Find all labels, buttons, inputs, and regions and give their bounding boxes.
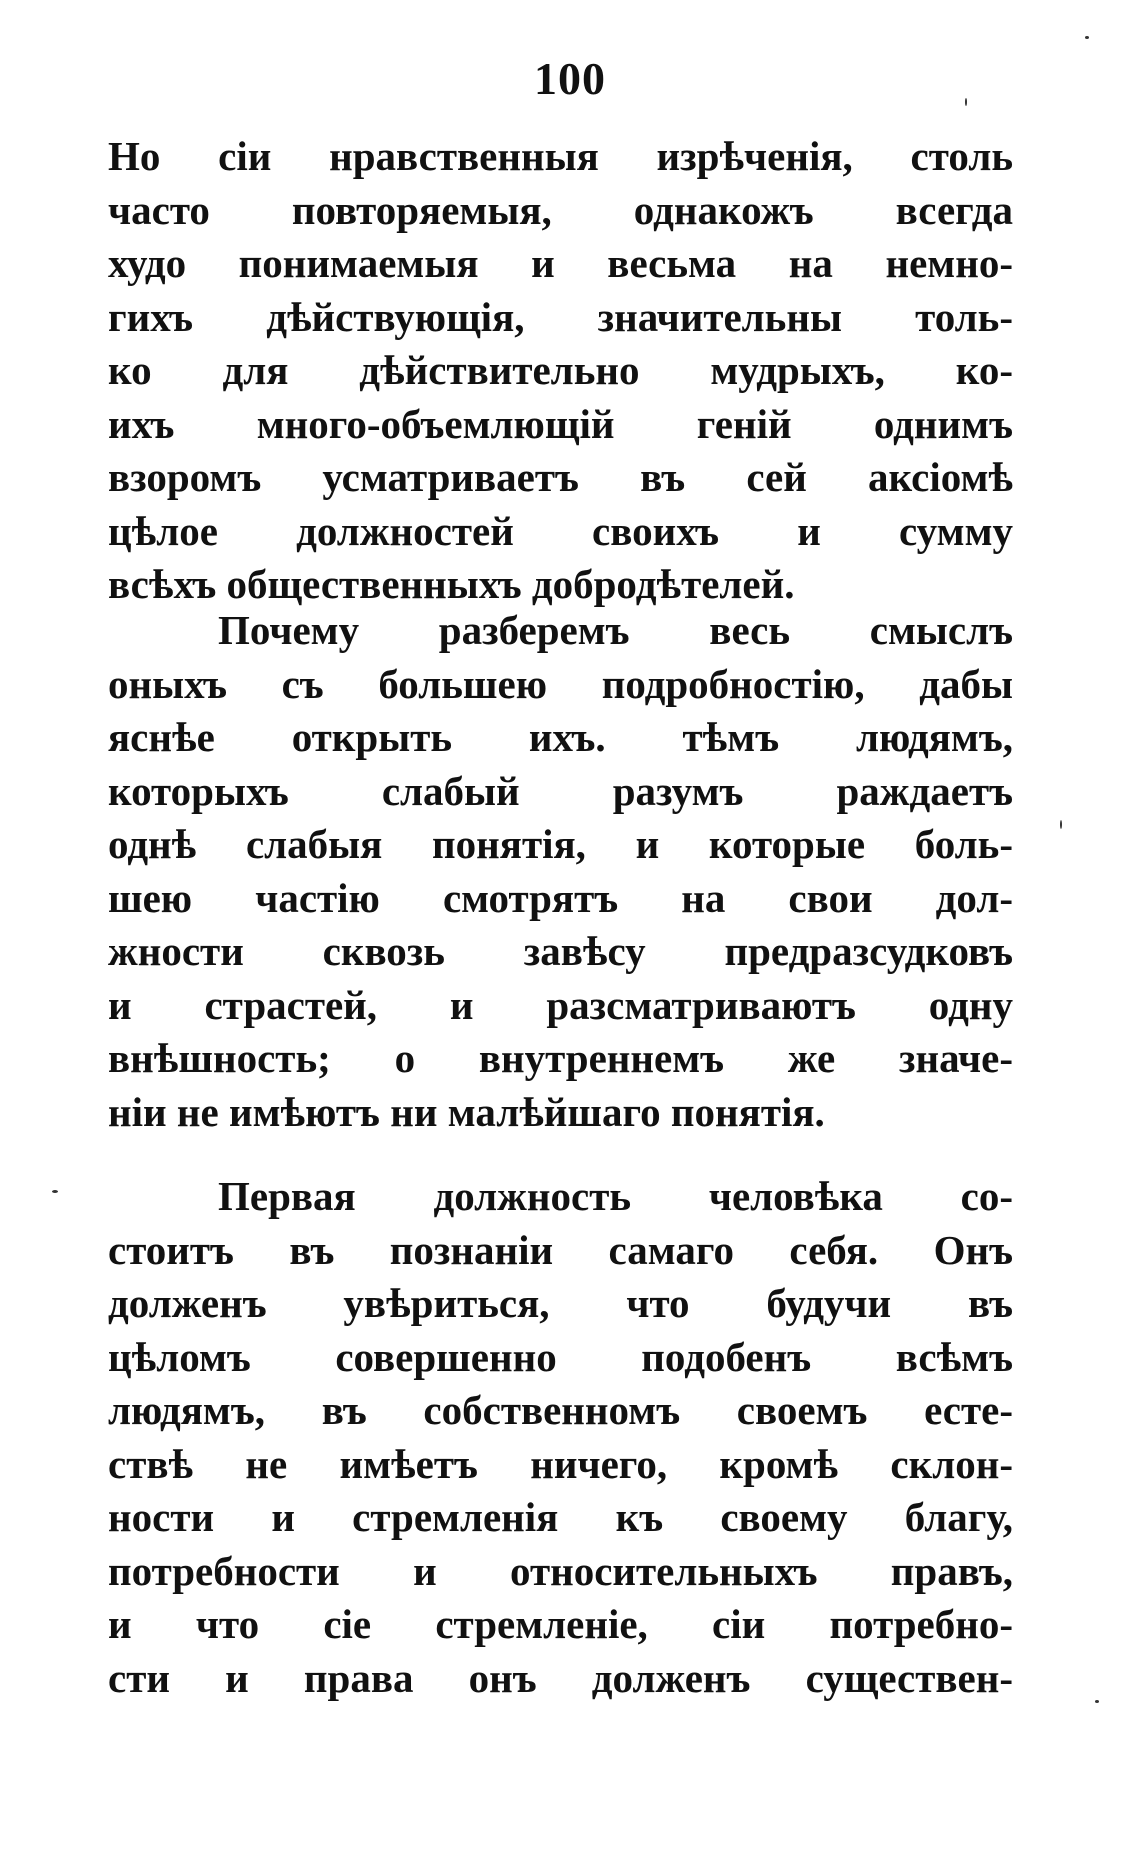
text-line: сти и права онъ долженъ существен- [108,1654,1013,1701]
text-line: людямъ, въ собственномъ своемъ есте- [108,1387,1013,1433]
scan-speck [1095,1700,1099,1703]
text-line: ніи не имѣютъ ни малѣйшаго понятія. [108,1088,825,1135]
text-line: Но сіи нравственныя изрѣченія, столь [108,133,1013,179]
text-line: цѣлое должностей своихъ и сумму [108,507,1013,554]
text-line: оныхъ съ большею подробностію, дабы [108,660,1013,707]
text-line: и что сіе стремленіе, сіи потребно- [108,1601,1013,1647]
text-line: Почему разберемъ весь смыслъ [218,607,1013,653]
scan-speck [1085,36,1089,39]
text-line: ствѣ не имѣетъ ничего, кромѣ склон- [108,1440,1013,1487]
text-line: часто повторяемыя, однакожъ всегда [108,186,1013,233]
text-line: гихъ дѣйствующія, значительны толь- [108,293,1013,340]
paragraph-1 [108,130,1013,612]
text-line: однѣ слабыя понятія, и которые боль- [108,821,1013,867]
paragraph-2 [108,604,1013,1139]
text-line: худо понимаемыя и весьма на немно- [108,240,1013,286]
text-line: яснѣе открыть ихъ. тѣмъ людямъ, [108,714,1013,760]
text-line: внѣшность; о внутреннемъ же значе- [108,1035,1013,1081]
text-line: стоитъ въ познаніи самаго себя. Онъ [108,1226,1013,1273]
scan-speck [1060,820,1062,829]
paragraph-3 [108,1170,1013,1705]
text-line: цѣломъ совершенно подобенъ всѣмъ [108,1333,1013,1380]
text-line: которыхъ слабый разумъ раждаетъ [108,767,1013,814]
text-line: Первая должность человѣка со- [218,1173,1013,1219]
scan-speck [965,98,967,106]
text-line: потребности и относительныхъ правъ, [108,1547,1013,1594]
scan-speck [52,1190,58,1193]
page-number: 100 [534,53,606,104]
text-line: ихъ много-объемлющій геній однимъ [108,400,1013,447]
text-line: шею частію смотрятъ на свои дол- [108,874,1013,921]
text-line: долженъ увѣриться, что будучи въ [108,1280,1013,1326]
text-line: жности сквозь завѣсу предразсудковъ [108,928,1013,974]
text-line: взоромъ усматриваетъ въ сей аксіомѣ [108,454,1013,500]
text-line: ности и стремленія къ своему благу, [108,1494,1013,1540]
text-line: и страстей, и разсматриваютъ одну [108,981,1013,1028]
text-line: всѣхъ общественныхъ добродѣтелей. [108,561,795,607]
text-line: ко для дѣйствительно мудрыхъ, ко- [108,347,1013,393]
